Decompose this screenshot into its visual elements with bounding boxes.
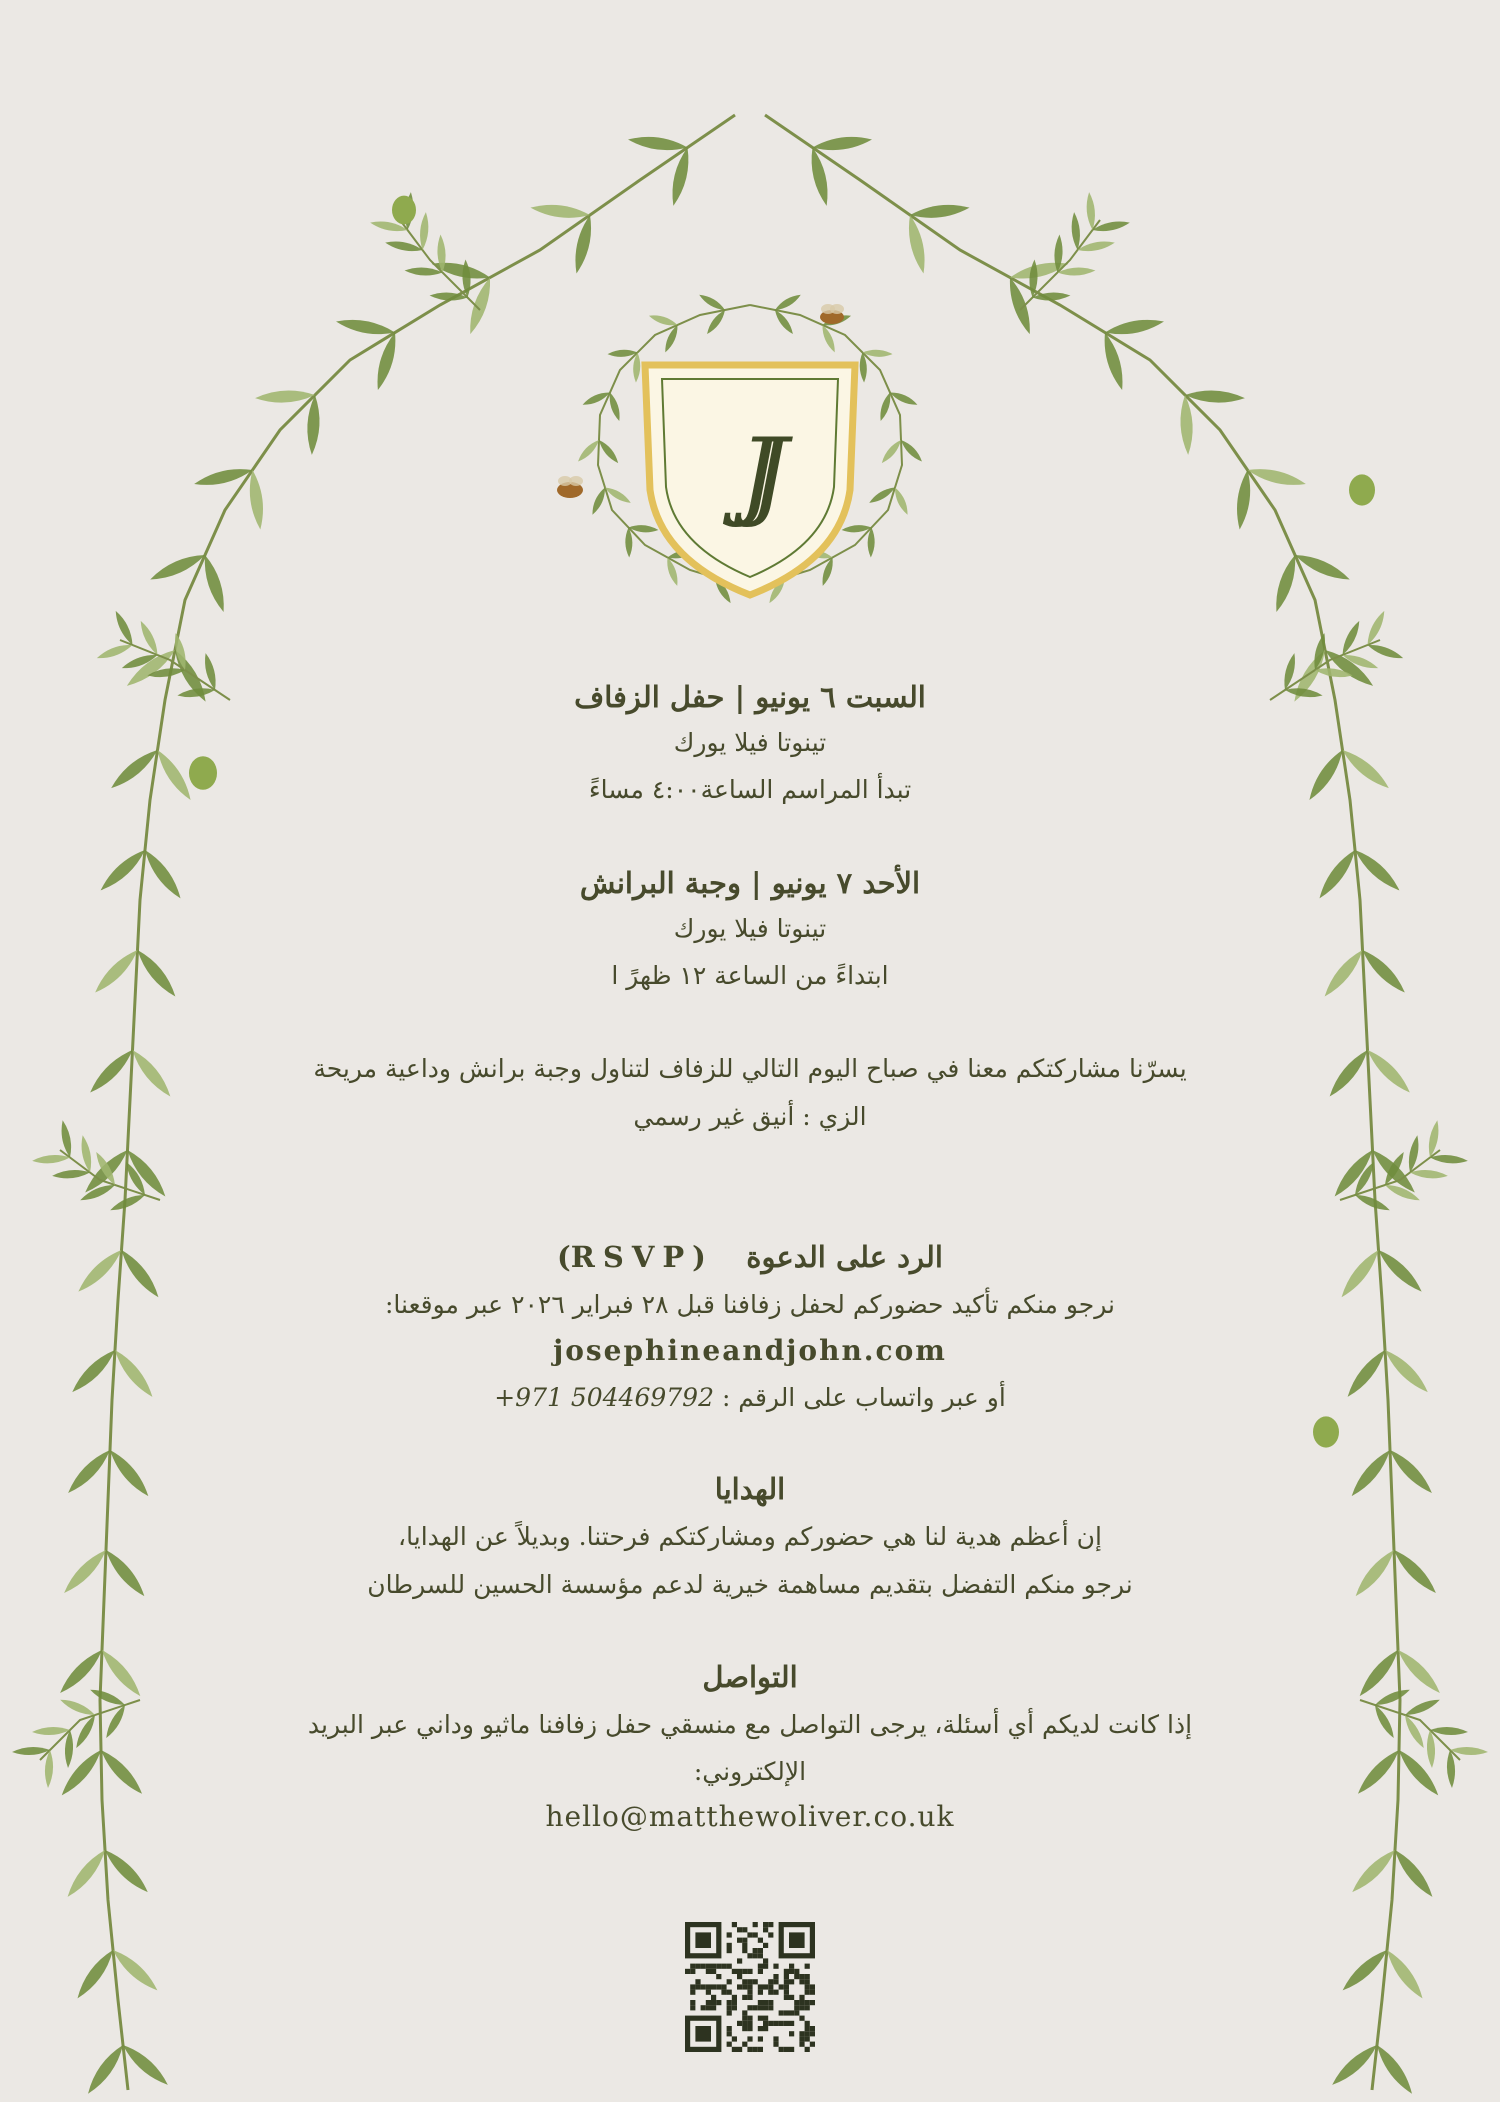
brunch-description: يسرّنا مشاركتكم معنا في صباح اليوم التالي للزفاف لتناول وجبة برانش وداعية مريحة (313, 1054, 1187, 1083)
gifts-line-1: إن أعظم هدية لنا هي حضوركم ومشاركتكم فرحتنا. وبديلاً عن الهدايا، (398, 1522, 1102, 1551)
rsvp-heading-text: الرد على الدعوة (746, 1240, 943, 1274)
contact-email-link[interactable]: hello@matthewoliver.co.uk (545, 1800, 955, 1833)
wedding-venue: تينوتا فيلا يورك (673, 728, 827, 757)
contact-heading: التواصل (702, 1660, 798, 1694)
dress-code: الزي : أنيق غير رسمي (633, 1102, 867, 1131)
wedding-heading: السبت ٦ يونيو | حفل الزفاف (574, 680, 926, 714)
rsvp-heading (200, 1240, 1300, 1274)
contact-line-2: الإلكتروني: (693, 1757, 807, 1786)
contact-line-1: إذا كانت لديكم أي أسئلة، يرجى التواصل مع منسقي حفل زفافنا ماثيو وداني عبر البريد (307, 1710, 1193, 1739)
rsvp-heading-tag: (RSVP) (557, 1240, 706, 1274)
wedding-time: تبدأ المراسم الساعة٤:٠٠ مساءً (588, 775, 912, 804)
gifts-line-2: نرجو منكم التفضل بتقديم مساهمة خيرية لدعم مؤسسة الحسين للسرطان (367, 1570, 1133, 1599)
qr-code[interactable] (685, 1922, 815, 2052)
brunch-venue: تينوتا فيلا يورك (673, 914, 827, 943)
whatsapp-label: أو عبر واتساب على الرقم : (721, 1383, 1006, 1412)
gifts-heading: الهدايا (714, 1472, 786, 1506)
whatsapp-number[interactable]: +971 504469792 (494, 1383, 714, 1412)
rsvp-website-link[interactable]: josephineandjohn.com (553, 1334, 947, 1367)
rsvp-line: نرجو منكم تأكيد حضوركم لحفل زفافنا قبل ٢٨ فبراير ٢٠٢٦ عبر موقعنا: (385, 1290, 1115, 1319)
rsvp-whatsapp (200, 1383, 1300, 1412)
brunch-heading: الأحد ٧ يونيو | وجبة البرانش (579, 866, 921, 900)
brunch-time: ابتداءً من الساعة ١٢ ظهرً ا (611, 961, 889, 990)
